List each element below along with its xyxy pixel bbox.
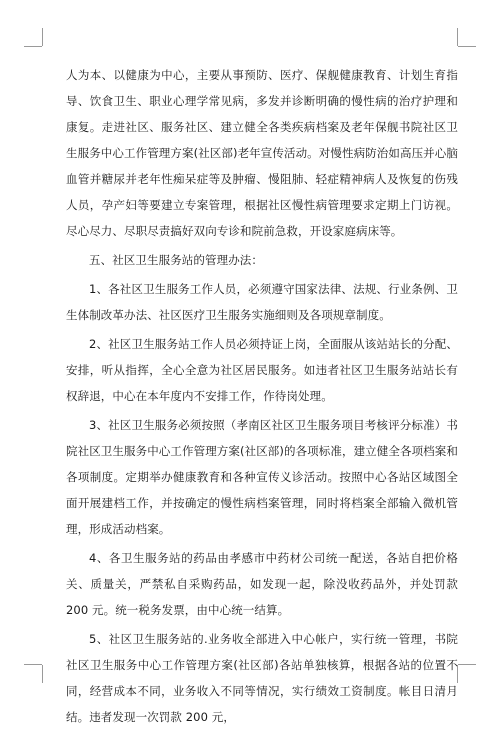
rule-item-3: 3、社区卫生服务必须按照（孝南区社区卫生服务项目考核评分标准）书院社区卫生服务中心工作管理方案(社区部)的各项标准，建立健全各项档案和各项制度。定期举办健康教育和各种宣传义诊活动。按照中心各站区域图全面开展建档工作，并按确定的慢性病档案管理，同时将档案全部输入微机管理，形成活动档案。 (66, 418, 458, 536)
crop-mark-bottom-left-vertical (42, 665, 43, 683)
rule-item-2: 2、社区卫生服务站工作人员必须持证上岗，全面服从该站站长的分配、安排，听从指挥，全心全意为社区居民服务。如违者社区卫生服务站站长有权辞退，中心在本年度内不安排工作，作待岗处理。 (66, 337, 458, 403)
document-body (66, 62, 458, 733)
crop-mark-top-left-vertical (42, 28, 43, 46)
paragraph-continuation: 人为本、以健康为中心，主要从事预防、医疗、保舰健康教育、计划生育指导、饮食卫生、职业心理学常见病，多发并诊断明确的慢性病的治疗护理和康复。走进社区、服务社区、建立健全各类疾病档案及老年保舰书院社区卫生服务中心工作管理方案(社区部)老年宣传活动。对慢性病防治如高压并心脑血管并糖尿并老年性痴呆症等及肿瘤、慢阻肺、轻症精神病人及恢复的伤残人员，孕产妇等要建立专案管理，根据社区慢性病管理要求定期上门访视。尽心尽力、尽职尽责搞好双向专诊和院前急救，开设家庭病床等。 (66, 68, 458, 238)
crop-mark-top-right-horizontal (458, 46, 476, 47)
rule-item-5: 5、社区卫生服务站的.业务收全部进入中心帐户，实行统一管理，书院社区卫生服务中心工作管理方案(社区部)各站单独核算，根据各站的位置不同，经营成本不同，业务收入不同等情况，实行绩效工资制度。帐目日清月结。违者发现一次罚款 200 元， (66, 632, 458, 724)
rule-item-1: 1、各社区卫生服务工作人员，必须遵守国家法律、法规、行业条例、卫生体制改革办法、社区医疗卫生服务实施细则及各项规章制度。 (66, 282, 458, 322)
crop-mark-bottom-left-horizontal (24, 664, 42, 665)
crop-mark-top-right-vertical (457, 28, 458, 46)
rule-item-4: 4、各卫生服务站的药品由孝感市中药材公司统一配送，各站自把价格关、质量关，严禁私自采购药品，如发现一起，除没收药品外，并处罚款 200 元。统一税务发票，由中心统一结算。 (66, 551, 458, 617)
section-heading: 五、社区卫生服务站的管理办法： (89, 253, 263, 267)
crop-mark-bottom-right-horizontal (458, 664, 476, 665)
crop-mark-top-left-horizontal (24, 46, 42, 47)
